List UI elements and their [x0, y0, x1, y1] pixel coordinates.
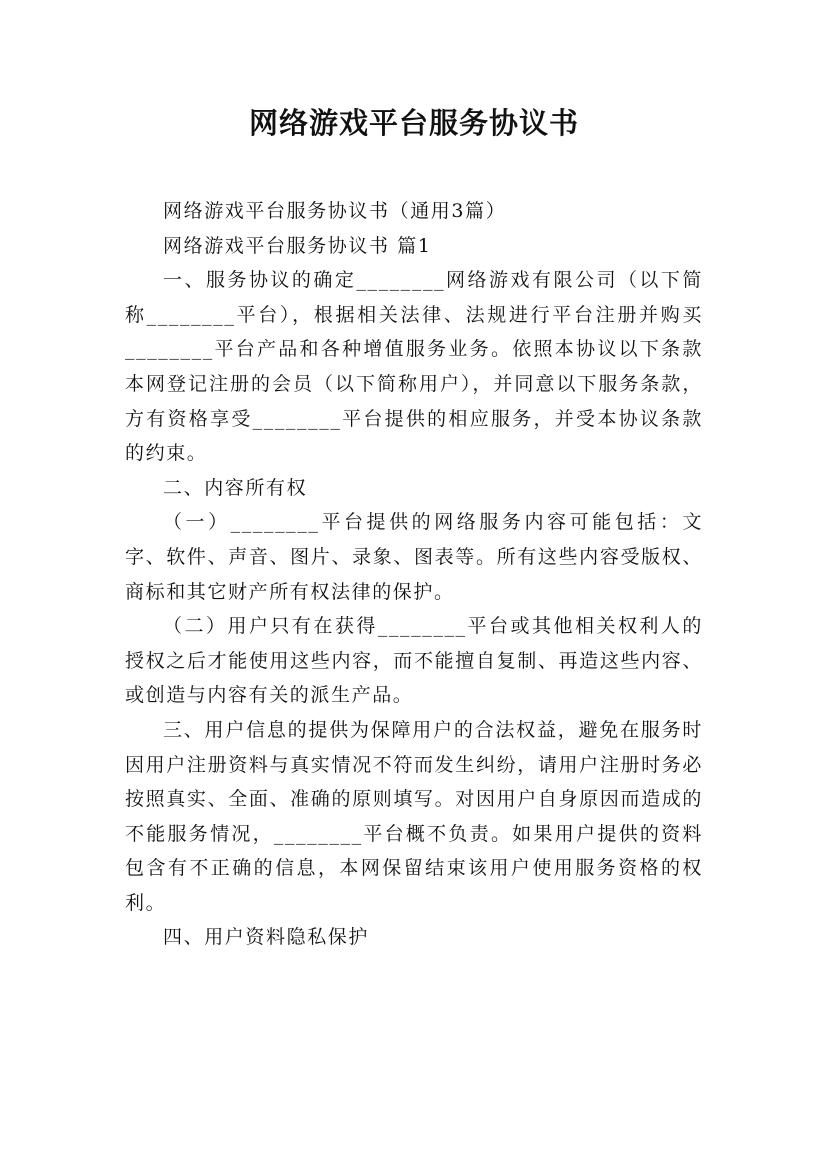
part-heading: 网络游戏平台服务协议书 篇1 [163, 234, 432, 257]
section-1-paragraph: 一、服务协议的确定________网络游戏有限公司（以下简称________平台），根据相关法律、法规进行平台注册并购买________平台产品和各种增值服务业务。依照本协议以下条款本网登记注册的会员（以下简称用户），并同意以下服务条款，方有资格享受________平台提供的相应服务，并受本协议条款的约束。 [125, 269, 703, 465]
section-2-heading: 二、内容所有权 [163, 476, 308, 499]
document-title: 网络游戏平台服务协议书 [248, 106, 579, 140]
section-2-item-1: （一）________平台提供的网络服务内容可能包括：文字、软件、声音、图片、录象、图表等。所有这些内容受版权、商标和其它财产所有权法律的保护。 [125, 511, 703, 603]
subtitle-paragraph: 网络游戏平台服务协议书（通用3篇） [163, 200, 507, 222]
section-4-heading: 四、用户资料隐私保护 [163, 926, 370, 949]
section-2-item-2: （二）用户只有在获得________平台或其他相关权利人的授权之后才能使用这些内容，而不能擅自复制、再造这些内容、或创造与内容有关的派生产品。 [125, 615, 703, 707]
document-body [125, 194, 703, 955]
section-3-paragraph: 三、用户信息的提供为保障用户的合法权益，避免在服务时因用户注册资料与真实情况不符而发生纠纷，请用户注册时务必按照真实、全面、准确的原则填写。对因用户自身原因而造成的不能服务情况，________平台概不负责。如果用户提供的资料包含有不正确的信息，本网保留结束该用户使用服务资格的权利。 [125, 718, 703, 914]
